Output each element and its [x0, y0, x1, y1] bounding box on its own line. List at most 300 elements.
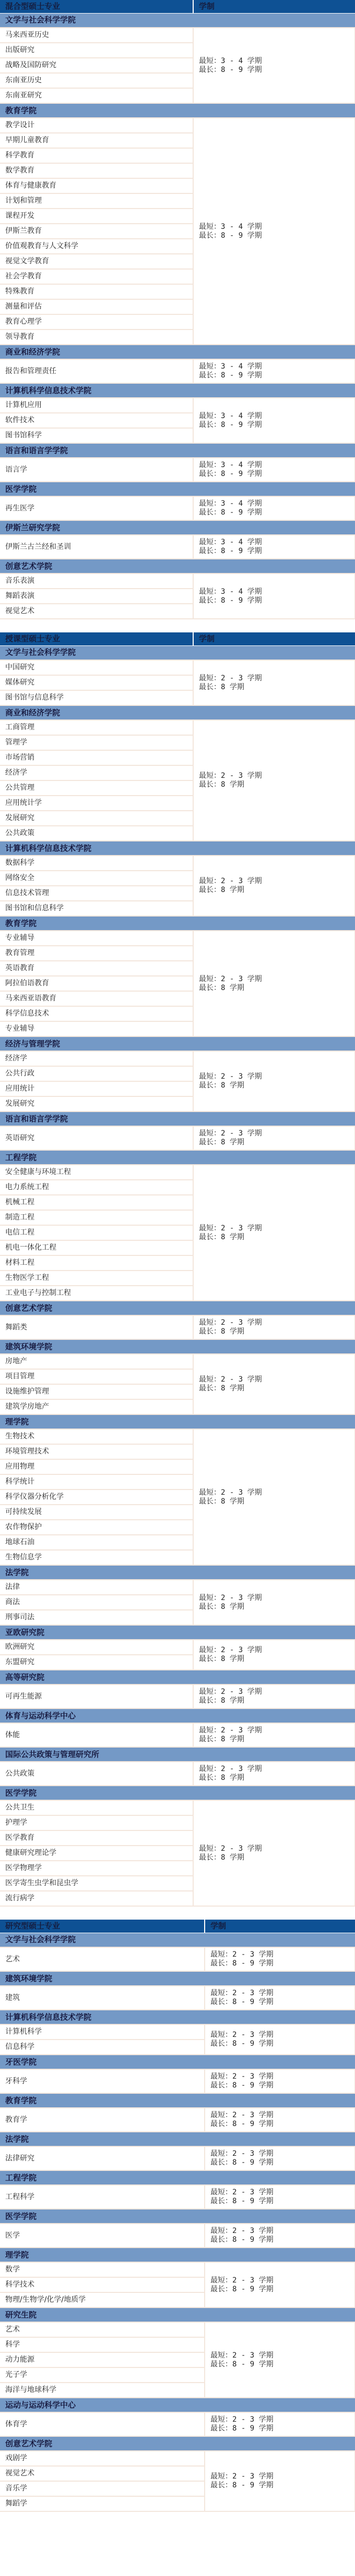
faculty-section-header [0, 1747, 355, 1762]
faculty-name: 运动与运动科学中心 [0, 2398, 355, 2412]
duration-cell [193, 535, 355, 559]
program-name: 体育学 [0, 2412, 205, 2436]
table-row [0, 2185, 355, 2209]
max-duration: 最长：8 - 9 学期 [199, 470, 262, 478]
program-name: 市场营销 [0, 750, 193, 765]
max-duration: 最长：8 学期 [199, 1655, 244, 1663]
program-name: 图书馆和信息科学 [0, 901, 193, 916]
faculty-section-header [0, 2132, 355, 2146]
program-name: 海洋与地球科学 [0, 2383, 205, 2398]
faculty-section-header [0, 13, 355, 28]
table-row [0, 28, 355, 43]
max-duration: 最长：8 学期 [199, 1696, 244, 1705]
program-name: 数据科学 [0, 856, 193, 871]
duration-cell [193, 1315, 355, 1339]
faculty-name: 医学学院 [0, 1786, 355, 1800]
program-name: 科学仪器分析化学 [0, 1490, 193, 1505]
program-name: 专业辅导 [0, 1021, 193, 1036]
duration-cell [205, 2451, 355, 2511]
faculty-section-header [0, 1565, 355, 1580]
program-name: 建筑学房地产 [0, 1399, 193, 1414]
program-name: 伊斯兰古兰经和圣训 [0, 535, 193, 559]
min-duration: 最短：2 - 3 学期 [199, 772, 262, 780]
min-duration: 最短：3 - 4 学期 [199, 538, 262, 546]
table-row [0, 458, 355, 482]
program-name: 发展研究 [0, 1096, 193, 1112]
table-header-row [0, 632, 355, 645]
program-name: 东南亚研究 [0, 88, 193, 103]
program-name: 媒体研究 [0, 675, 193, 690]
program-name: 出版研究 [0, 43, 193, 58]
faculty-name: 理学院 [0, 1414, 355, 1429]
table-row [0, 535, 355, 559]
min-duration: 最短：2 - 3 学期 [199, 1375, 262, 1384]
hybrid-masters-table [0, 0, 355, 619]
faculty-section-header [0, 2398, 355, 2412]
table-row [0, 573, 355, 589]
faculty-name: 语言和语言学学院 [0, 1112, 355, 1126]
program-name: 公共政策 [0, 826, 193, 841]
program-name: 制造工程 [0, 1210, 193, 1225]
table-row [0, 931, 355, 946]
faculty-name: 计算机科学信息技术学院 [0, 383, 355, 398]
faculty-name: 研究生院 [0, 2308, 355, 2322]
program-name: 地球石油 [0, 1535, 193, 1550]
program-name: 机械工程 [0, 1195, 193, 1210]
faculty-section-header [0, 559, 355, 573]
faculty-name: 体育与运动科学中心 [0, 1708, 355, 1723]
min-duration: 最短：2 - 3 学期 [210, 2111, 274, 2119]
table-row [0, 1354, 355, 1369]
duration-cell [205, 2069, 355, 2093]
program-name: 图书馆与信息科学 [0, 690, 193, 705]
program-name: 医学教育 [0, 1830, 193, 1846]
min-duration: 最短：2 - 3 学期 [199, 1072, 262, 1081]
duration-cell [205, 1947, 355, 1971]
duration-cell [193, 856, 355, 916]
program-name: 应用物理 [0, 1459, 193, 1474]
table-row [0, 1580, 355, 1595]
program-name: 项目管理 [0, 1369, 193, 1384]
max-duration: 最长：8 - 9 学期 [210, 2158, 274, 2167]
program-name: 伊斯兰教育 [0, 224, 193, 239]
faculty-section-header [0, 1971, 355, 1986]
min-duration: 最短：3 - 4 学期 [199, 587, 262, 596]
research-masters-table [0, 1920, 355, 2512]
faculty-name: 工程学院 [0, 2170, 355, 2185]
program-name: 早期儿童教育 [0, 133, 193, 148]
program-name: 视觉文学教育 [0, 254, 193, 269]
faculty-section-header [0, 1414, 355, 1429]
program-name: 视觉艺术 [0, 2466, 205, 2481]
min-duration: 最短：2 - 3 学期 [210, 2351, 274, 2360]
max-duration: 最长：8 - 9 学期 [210, 1959, 274, 1968]
program-name: 光子学 [0, 2367, 205, 2383]
program-name: 领导教育 [0, 329, 193, 345]
table-header-row [0, 0, 355, 13]
duration-column-header: 学制 [193, 0, 355, 13]
min-duration: 最短：2 - 3 学期 [210, 2150, 274, 2158]
duration-cell [193, 359, 355, 383]
program-name: 生物信息学 [0, 1550, 193, 1565]
duration-cell [205, 2224, 355, 2248]
program-name: 语言学 [0, 458, 193, 482]
min-duration: 最短：2 - 3 学期 [199, 974, 262, 983]
program-name: 信息科学 [0, 2040, 205, 2055]
faculty-section-header [0, 2209, 355, 2224]
table-row [0, 1165, 355, 1180]
program-name: 安全健康与环境工程 [0, 1165, 193, 1180]
min-duration: 最短：2 - 3 学期 [199, 1765, 262, 1773]
program-name: 可持续发展 [0, 1505, 193, 1520]
program-name: 艺术 [0, 1947, 205, 1971]
max-duration: 最长：8 - 9 学期 [199, 547, 262, 555]
program-name: 牙科学 [0, 2069, 205, 2093]
max-duration: 最长：8 学期 [199, 1384, 244, 1393]
program-name: 生物技术 [0, 1429, 193, 1444]
duration-cell [205, 2024, 355, 2055]
duration-cell [193, 1051, 355, 1112]
faculty-name: 医学学院 [0, 482, 355, 496]
duration-cell [193, 1126, 355, 1150]
duration-cell [205, 2322, 355, 2398]
table-row [0, 118, 355, 133]
faculty-name: 教育学院 [0, 916, 355, 931]
faculty-section-header [0, 345, 355, 359]
max-duration: 最长：8 - 9 学期 [199, 596, 262, 605]
program-name: 材料工程 [0, 1255, 193, 1271]
max-duration: 最长：8 学期 [199, 886, 244, 894]
faculty-section-header [0, 2010, 355, 2024]
min-duration: 最短：3 - 4 学期 [199, 362, 262, 371]
max-duration: 最长：8 学期 [199, 1327, 244, 1336]
max-duration: 最长：8 - 9 学期 [210, 2197, 274, 2205]
program-name: 经济学 [0, 1051, 193, 1066]
program-name: 流行病学 [0, 1891, 193, 1906]
min-duration: 最短：2 - 3 学期 [199, 1129, 262, 1138]
program-name: 可再生能源 [0, 1684, 193, 1708]
duration-cell [193, 1580, 355, 1625]
program-name: 再生医学 [0, 496, 193, 520]
min-duration: 最短：2 - 3 学期 [199, 1224, 262, 1232]
min-duration: 最短：2 - 3 学期 [199, 1844, 262, 1853]
program-name: 应用统计学 [0, 796, 193, 811]
min-duration: 最短：2 - 3 学期 [199, 1593, 262, 1602]
faculty-section-header [0, 1670, 355, 1684]
max-duration: 最长：8 - 9 学期 [210, 2285, 274, 2293]
program-name: 东盟研究 [0, 1655, 193, 1670]
program-name: 图书馆科学 [0, 428, 193, 443]
table-header-row [0, 1920, 355, 1933]
table-row [0, 1684, 355, 1708]
duration-cell [193, 398, 355, 443]
program-name: 科学统计 [0, 1474, 193, 1490]
faculty-name: 理学院 [0, 2248, 355, 2262]
duration-cell [193, 573, 355, 619]
min-duration: 最短：2 - 3 学期 [210, 2276, 274, 2285]
min-duration: 最短：2 - 3 学期 [210, 1989, 274, 1997]
faculty-section-header [0, 1150, 355, 1165]
program-name: 动力能源 [0, 2352, 205, 2367]
max-duration: 最长：8 - 9 学期 [210, 2360, 274, 2369]
program-name: 管理学 [0, 735, 193, 750]
program-name: 价值观教育与人文科学 [0, 239, 193, 254]
faculty-name: 亚欧研究院 [0, 1625, 355, 1640]
program-name: 马来西亚历史 [0, 28, 193, 43]
faculty-name: 国际公共政策与管理研究所 [0, 1747, 355, 1762]
program-name: 工程科学 [0, 2185, 205, 2209]
faculty-section-header [0, 1112, 355, 1126]
table-row [0, 856, 355, 871]
duration-cell [193, 1684, 355, 1708]
program-name: 体能 [0, 1723, 193, 1747]
max-duration: 最长：8 - 9 学期 [210, 2424, 274, 2433]
max-duration: 最长：8 - 9 学期 [210, 2081, 274, 2090]
faculty-section-header [0, 1933, 355, 1947]
program-name: 教育学 [0, 2108, 205, 2132]
min-duration: 最短：2 - 3 学期 [210, 2415, 274, 2424]
program-name: 工业电子与控制工程 [0, 1286, 193, 1301]
faculty-section-header [0, 1786, 355, 1800]
faculty-section-header [0, 482, 355, 496]
program-name: 医学寄生虫学和昆虫学 [0, 1876, 193, 1891]
program-name: 教学设计 [0, 118, 193, 133]
max-duration: 最长：8 - 9 学期 [210, 2040, 274, 2048]
min-duration: 最短：2 - 3 学期 [199, 877, 262, 885]
program-name: 生物医学工程 [0, 1271, 193, 1286]
program-name: 教育管理 [0, 946, 193, 961]
faculty-section-header [0, 705, 355, 720]
duration-cell [193, 1723, 355, 1747]
duration-cell [205, 1986, 355, 2010]
min-duration: 最短：3 - 4 学期 [199, 411, 262, 420]
program-name: 商法 [0, 1595, 193, 1610]
table-row [0, 1762, 355, 1786]
faculty-section-header [0, 520, 355, 535]
max-duration: 最长：8 学期 [199, 1853, 244, 1862]
duration-cell [205, 2412, 355, 2436]
faculty-name: 计算机科学信息技术学院 [0, 841, 355, 856]
faculty-name: 教育学院 [0, 103, 355, 118]
table-row [0, 1429, 355, 1444]
program-name: 数学教育 [0, 163, 193, 178]
max-duration: 最长：8 学期 [199, 1774, 244, 1782]
program-name: 报告和管理责任 [0, 359, 193, 383]
program-name: 专业辅导 [0, 931, 193, 946]
max-duration: 最长：8 学期 [199, 1602, 244, 1611]
program-name: 网络安全 [0, 871, 193, 886]
program-name: 计算机应用 [0, 398, 193, 413]
program-name: 音乐学 [0, 2481, 205, 2496]
program-name: 特殊教育 [0, 284, 193, 299]
max-duration: 最长：8 学期 [199, 1735, 244, 1743]
min-duration: 最短：2 - 3 学期 [210, 2188, 274, 2196]
table-row [0, 720, 355, 735]
table-row [0, 2322, 355, 2337]
program-name: 舞蹈表演 [0, 589, 193, 604]
table-row [0, 1723, 355, 1747]
max-duration: 最长：8 - 9 学期 [199, 508, 262, 517]
max-duration: 最长：8 - 9 学期 [199, 65, 262, 74]
faculty-name: 商业和经济学院 [0, 705, 355, 720]
program-name: 农作物保护 [0, 1520, 193, 1535]
min-duration: 最短：2 - 3 学期 [210, 2072, 274, 2081]
program-name: 舞蹈学 [0, 2496, 205, 2511]
program-name: 科学教育 [0, 148, 193, 163]
program-name: 课程开发 [0, 209, 193, 224]
program-name: 英语研究 [0, 1126, 193, 1150]
duration-cell [193, 1165, 355, 1301]
table-row [0, 398, 355, 413]
duration-cell [193, 496, 355, 520]
max-duration: 最长：8 - 9 学期 [199, 371, 262, 380]
program-name: 计算机科学 [0, 2024, 205, 2040]
min-duration: 最短：2 - 3 学期 [199, 1488, 262, 1497]
duration-column-header: 学制 [205, 1920, 355, 1933]
duration-cell [193, 458, 355, 482]
program-name: 东南亚历史 [0, 73, 193, 88]
program-name: 数学 [0, 2262, 205, 2277]
program-name: 中国研究 [0, 660, 193, 675]
faculty-name: 文学与社会科学学院 [0, 645, 355, 660]
min-duration: 最短：2 - 3 学期 [210, 2031, 274, 2039]
table-row [0, 2146, 355, 2170]
program-name: 电信工程 [0, 1225, 193, 1240]
table-row [0, 496, 355, 520]
max-duration: 最长：8 - 9 学期 [210, 2481, 274, 2489]
program-name: 科学技术 [0, 2277, 205, 2292]
table-row [0, 2108, 355, 2132]
faculty-section-header [0, 2436, 355, 2451]
duration-cell [193, 28, 355, 103]
faculty-name: 建筑环境学院 [0, 1971, 355, 1986]
faculty-name: 教育学院 [0, 2093, 355, 2108]
program-name: 建筑 [0, 1986, 205, 2010]
program-name: 经济学 [0, 765, 193, 780]
faculty-name: 文学与社会科学学院 [0, 1933, 355, 1947]
faculty-section-header [0, 841, 355, 856]
duration-cell [193, 118, 355, 345]
program-name: 电力系统工程 [0, 1180, 193, 1195]
table-row [0, 1051, 355, 1066]
program-name: 护理学 [0, 1815, 193, 1830]
faculty-name: 牙医学院 [0, 2055, 355, 2069]
max-duration: 最长：8 学期 [199, 1232, 244, 1241]
max-duration: 最长：8 学期 [199, 983, 244, 992]
duration-cell [193, 660, 355, 705]
faculty-section-header [0, 916, 355, 931]
program-name: 软件技术 [0, 413, 193, 428]
min-duration: 最短：2 - 3 学期 [210, 1950, 274, 1959]
duration-cell [205, 2185, 355, 2209]
max-duration: 最长：8 - 9 学期 [199, 231, 262, 240]
faculty-section-header [0, 2093, 355, 2108]
program-name: 计划和管理 [0, 193, 193, 209]
program-name: 科学 [0, 2337, 205, 2352]
faculty-section-header [0, 645, 355, 660]
faculty-name: 法学院 [0, 2132, 355, 2146]
table-row [0, 2224, 355, 2248]
max-duration: 最长：8 - 9 学期 [210, 2236, 274, 2244]
table-row [0, 2069, 355, 2093]
faculty-section-header [0, 383, 355, 398]
faculty-section-header [0, 1301, 355, 1315]
faculty-name: 工程学院 [0, 1150, 355, 1165]
min-duration: 最短：2 - 3 学期 [199, 674, 262, 682]
program-name: 视觉艺术 [0, 604, 193, 619]
program-name: 房地产 [0, 1354, 193, 1369]
max-duration: 最长：8 学期 [199, 780, 244, 789]
duration-column-header: 学制 [193, 632, 355, 645]
min-duration: 最短：2 - 3 学期 [199, 1688, 262, 1696]
program-column-header: 授课型硕士专业 [0, 632, 193, 645]
duration-cell [193, 1354, 355, 1414]
program-name: 测量和评估 [0, 299, 193, 314]
duration-cell [205, 2146, 355, 2170]
program-name: 戏剧学 [0, 2451, 205, 2466]
faculty-section-header [0, 1708, 355, 1723]
table-row [0, 1986, 355, 2010]
faculty-name: 法学院 [0, 1565, 355, 1580]
program-name: 医学 [0, 2224, 205, 2248]
faculty-name: 文学与社会科学学院 [0, 13, 355, 28]
faculty-section-header [0, 1625, 355, 1640]
program-name: 法律 [0, 1580, 193, 1595]
faculty-name: 医学学院 [0, 2209, 355, 2224]
table-row [0, 2451, 355, 2466]
table-row [0, 1640, 355, 1655]
program-name: 信息技术管理 [0, 886, 193, 901]
min-duration: 最短：2 - 3 学期 [210, 2472, 274, 2481]
program-name: 公共管理 [0, 780, 193, 796]
program-name: 环境管理技术 [0, 1444, 193, 1459]
table-row [0, 2412, 355, 2436]
min-duration: 最短：2 - 3 学期 [199, 1726, 262, 1735]
faculty-name: 创意艺术学院 [0, 1301, 355, 1315]
max-duration: 最长：8 学期 [199, 682, 244, 691]
program-name: 发展研究 [0, 811, 193, 826]
program-name: 应用统计 [0, 1081, 193, 1096]
program-name: 工商管理 [0, 720, 193, 735]
program-name: 公共行政 [0, 1066, 193, 1081]
faculty-name: 高等研究院 [0, 1670, 355, 1684]
faculty-name: 语言和语言学学院 [0, 443, 355, 458]
duration-cell [193, 1762, 355, 1786]
program-name: 英语教育 [0, 961, 193, 976]
table-row [0, 1126, 355, 1150]
duration-cell [193, 1800, 355, 1906]
min-duration: 最短：3 - 4 学期 [199, 499, 262, 508]
faculty-section-header [0, 1339, 355, 1354]
program-name: 法律研究 [0, 2146, 205, 2170]
program-name: 社会学教育 [0, 269, 193, 284]
coursework-masters-table [0, 632, 355, 1907]
min-duration: 最短：3 - 4 学期 [199, 222, 262, 231]
faculty-section-header [0, 443, 355, 458]
program-name: 健康研究理论学 [0, 1846, 193, 1861]
duration-cell [193, 1640, 355, 1670]
table-row [0, 359, 355, 383]
faculty-section-header [0, 103, 355, 118]
faculty-name: 创意艺术学院 [0, 559, 355, 573]
program-name: 公共卫生 [0, 1800, 193, 1815]
table-row [0, 660, 355, 675]
table-row [0, 1800, 355, 1815]
faculty-section-header [0, 1036, 355, 1051]
duration-cell [205, 2108, 355, 2132]
program-column-header: 混合型硕士专业 [0, 0, 193, 13]
program-name: 刑事司法 [0, 1610, 193, 1625]
